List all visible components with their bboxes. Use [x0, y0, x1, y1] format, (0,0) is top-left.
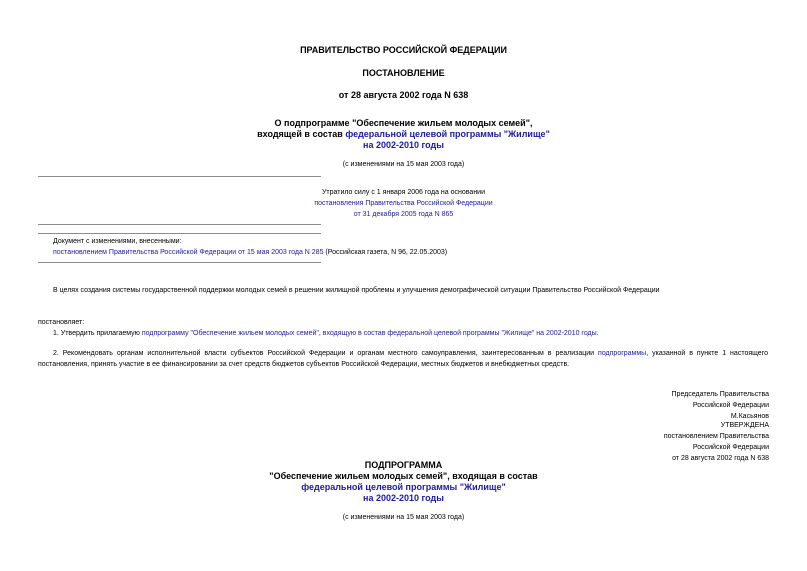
divider: [38, 233, 321, 234]
approval-country: Российской Федерации: [692, 444, 769, 451]
intro-paragraph: В целях создания системы государственной поддержки молодых семей в решении жилищной проблемы и улучшения демографической ситуации Правительство Российской Федерации: [53, 287, 660, 294]
approval-date: от 28 августа 2002 года N 638: [672, 455, 769, 462]
program-years-link[interactable]: на 2002-2010 годы: [363, 140, 444, 150]
subprogram-title-line2: "Обеспечение жильем молодых семей", входящая в состав: [269, 471, 538, 481]
item-2-suffix: , указанной в пункте 1 настоящего постановления, принять участие в ее финансировании за счет средств бюджетов субъектов Российской Федерации, местных бюджетов и внебюджетных средств.: [38, 350, 768, 368]
expired-notice-link2[interactable]: от 31 декабря 2005 года N 865: [353, 211, 454, 218]
subprogram-amendment-note: (с изменениями на 15 мая 2003 года): [342, 514, 465, 521]
document-type: ПОСТАНОВЛЕНИЕ: [362, 68, 445, 78]
item-2-paragraph: [38, 348, 768, 370]
amending-docs-line: [53, 247, 447, 258]
signature-position: Председатель Правительства: [671, 391, 769, 398]
expired-notice-line1: Утратило силу с 1 января 2006 года на основании: [321, 189, 486, 196]
subprogram-heading: ПОДПРОГРАММА: [364, 460, 443, 470]
document-title-line2: [0, 129, 807, 140]
subprogram-years-link[interactable]: на 2002-2010 годы: [363, 493, 444, 503]
amending-docs-source: (Российская газета, N 96, 22.05.2003): [323, 249, 448, 256]
divider: [38, 224, 321, 225]
amending-docs-label: Документ с изменениями, внесенными:: [53, 238, 182, 245]
expired-notice-link1[interactable]: постановления Правительства Российской Федерации: [314, 200, 493, 207]
approval-status: УТВЕРЖДЕНА: [720, 422, 769, 429]
document-date-number: от 28 августа 2002 года N 638: [338, 90, 469, 100]
subprogram-program-link[interactable]: федеральной целевой программы "Жилище": [301, 482, 506, 492]
approval-block: [664, 420, 769, 464]
signature-block: [672, 389, 769, 422]
signature-name: М.Касьянов: [730, 413, 769, 420]
approval-by: постановлением Правительства: [663, 433, 769, 440]
subprogram-inline-link[interactable]: подпрограммы: [598, 350, 647, 357]
amendment-note: (с изменениями на 15 мая 2003 года): [342, 161, 465, 168]
document-title-line1: О подпрограмме "Обеспечение жильем молодых семей",: [274, 118, 533, 128]
subprogram-link[interactable]: подпрограмму "Обеспечение жильем молодых семей", входящую в состав федеральной целевой программы "Жилище" на 2002-2010 годы: [141, 330, 597, 337]
government-heading: ПРАВИТЕЛЬСТВО РОССИЙСКОЙ ФЕДЕРАЦИИ: [300, 45, 507, 55]
item-1-prefix: 1. Утвердить прилагаемую: [53, 330, 142, 337]
item-1-paragraph: [53, 328, 599, 339]
program-link[interactable]: федеральной целевой программы "Жилище": [345, 129, 550, 139]
item-2-prefix: 2. Рекомендовать органам исполнительной власти субъектов Российской Федерации и органам местного самоуправления, заинтересованным в реализации: [53, 350, 599, 357]
divider: [38, 176, 321, 177]
decree-word: постановляет:: [38, 319, 85, 326]
signature-country: Российской Федерации: [692, 402, 769, 409]
item-1-suffix: .: [596, 330, 599, 337]
amending-decree-link[interactable]: постановлением Правительства Российской Федерации от 15 мая 2003 года N 285: [53, 249, 324, 256]
title-prefix: входящей в состав: [257, 129, 346, 139]
divider: [38, 262, 321, 263]
